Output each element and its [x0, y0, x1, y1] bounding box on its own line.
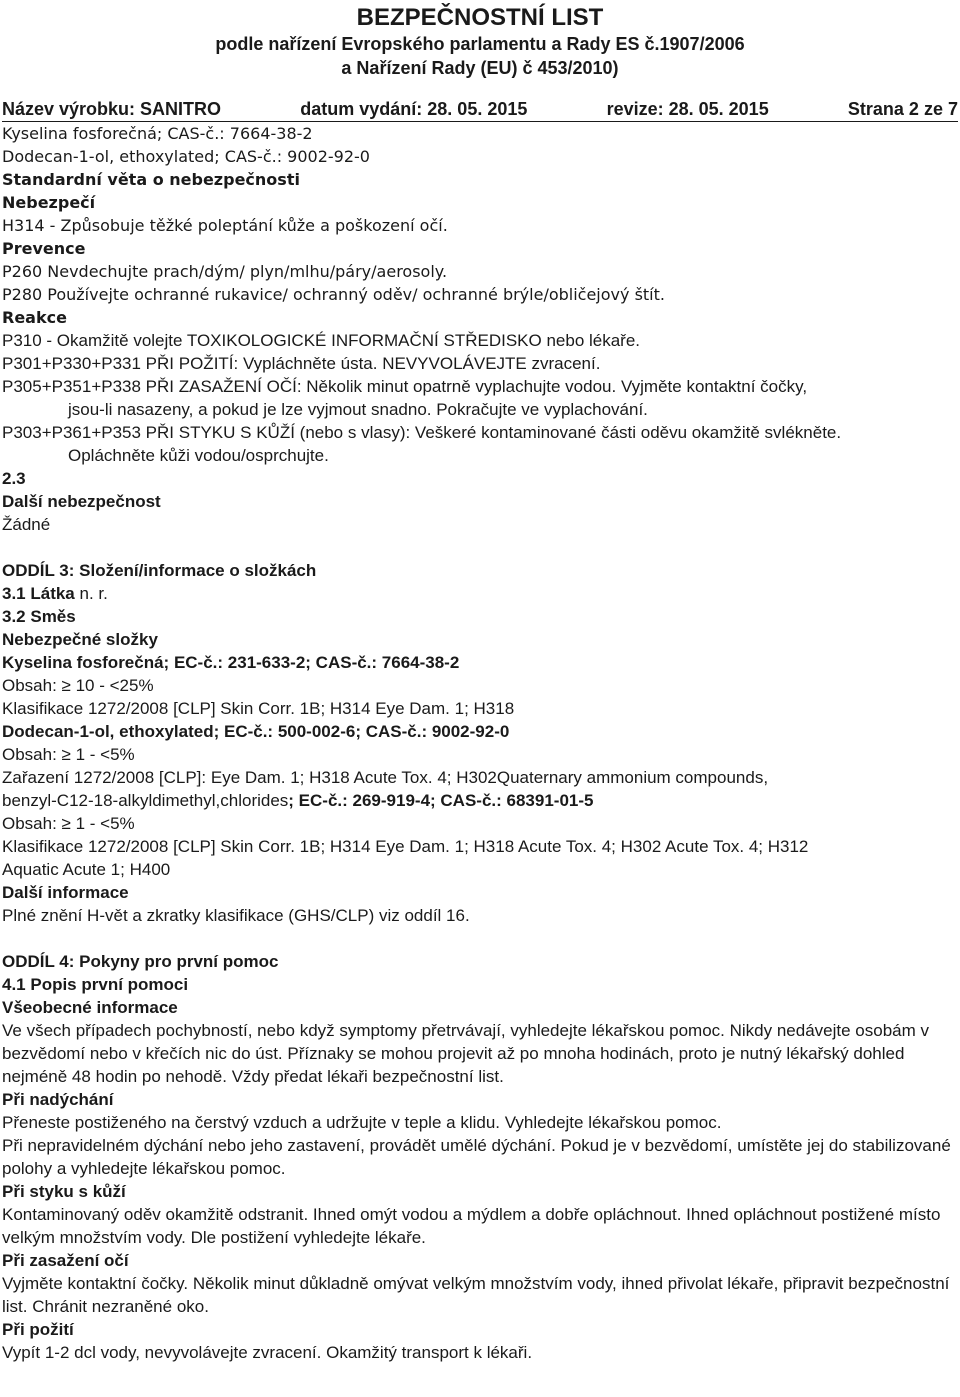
- first-aid-paragraph: Vypít 1-2 dcl vody, nevyvolávejte zvracení. Okamžitý transport k lékaři.: [2, 1343, 533, 1362]
- document-subtitle-regulation: podle nařízení Evropského parlamentu a Rady ES č.1907/2006: [215, 34, 745, 54]
- component-content: Obsah: ≥ 1 - <5%: [2, 745, 135, 764]
- spacer: [2, 927, 958, 950]
- document-header: [2, 98, 958, 122]
- spacer: [2, 536, 958, 559]
- first-aid-paragraph: Vyjměte kontaktní čočky. Několik minut důkladně omývat velkým množstvím vody, ihned přivolat lékaře, připravit bezpečnostní list. Chránit nezraněné oko.: [2, 1274, 950, 1316]
- precaution-statement: P280 Používejte ochranné rukavice/ ochranný oděv/ ochranné brýle/obličejový štít.: [2, 285, 665, 304]
- body-text: Žádné: [2, 515, 51, 534]
- component-identifier: ; EC-č.: 269-919-4; CAS-č.: 68391-01-5: [288, 791, 594, 810]
- subsection-heading: Při nadýchání: [2, 1090, 114, 1109]
- component-classification-continued: Aquatic Acute 1; H400: [2, 860, 171, 879]
- section-number: 2.3: [2, 469, 26, 488]
- component-classification: Zařazení 1272/2008 [CLP]: Eye Dam. 1; H318 Acute Tox. 4; H302Quaternary ammonium compounds,: [2, 768, 769, 787]
- precaution-statement-continued: jsou-li nasazeny, a pokud je lze vyjmout snadno. Pokračujte ve vyplachování.: [68, 400, 648, 419]
- component-identifier-line: [2, 789, 958, 812]
- subsection-heading: Nebezpečné složky: [2, 630, 158, 649]
- body-text: n. r.: [74, 584, 108, 603]
- issue-date: datum vydání: 28. 05. 2015: [300, 99, 528, 119]
- subsection-heading: 4.1 Popis první pomoci: [2, 975, 189, 994]
- substance-line: [2, 582, 958, 605]
- precaution-statement: P303+P361+P353 PŘI STYKU S KŮŽÍ (nebo s vlasy): Veškeré kontaminované části oděvu okamžitě svlékněte.: [2, 423, 842, 442]
- component-line: Dodecan-1-ol, ethoxylated; CAS-č.: 9002-92-0: [2, 147, 370, 166]
- signal-word: Nebezpečí: [2, 193, 96, 212]
- precaution-statement: P310 - Okamžitě volejte TOXIKOLOGICKÉ INFORMAČNÍ STŘEDISKO nebo lékaře.: [2, 331, 641, 350]
- precaution-statement: P305+P351+P338 PŘI ZASAŽENÍ OČÍ: Několik minut opatrně vyplachujte vodou. Vyjměte kontaktní čočky,: [2, 377, 808, 396]
- component-name: benzyl-C12-18-alkyldimethyl,chlorides: [2, 791, 289, 810]
- section-heading: ODDÍL 3: Složení/informace o složkách: [2, 561, 317, 580]
- product-name: Název výrobku: SANITRO: [2, 99, 222, 119]
- document-page: [2, 4, 958, 1364]
- body-text: Plné znění H-vět a zkratky klasifikace (GHS/CLP) viz oddíl 16.: [2, 906, 470, 925]
- first-aid-paragraph: Ve všech případech pochybností, nebo když symptomy přetrvávají, vyhledejte lékařskou pomoc. Nikdy nedávejte osobám v bezvědomí nebo v křečích nic do úst. Příznaky se mohou projevit až po mnoha hodinách, proto je nutný lékařský dohled nejméně 48 hodin po nehodě. Vždy předat lékaři bezpečnostní list.: [2, 1021, 929, 1086]
- document-subtitle-council: a Nařízení Rady (EU) č 453/2010): [341, 58, 619, 78]
- component-line: Kyselina fosforečná; CAS-č.: 7664-38-2: [2, 124, 313, 143]
- section-heading: Další nebezpečnost: [2, 492, 161, 511]
- first-aid-paragraph: Kontaminovaný oděv okamžitě odstranit. Ihned omýt vodou a mýdlem a dobře opláchnout. Ihned opláchnout postižené místo velkým množstvím vody. Dle postižení vyhledejte lékaře.: [2, 1205, 941, 1247]
- hazard-statement: H314 - Způsobuje těžké poleptání kůže a poškození očí.: [2, 216, 448, 235]
- section-heading: Reakce: [2, 308, 67, 327]
- component-content: Obsah: ≥ 10 - <25%: [2, 676, 154, 695]
- subsection-heading: Při požití: [2, 1320, 74, 1339]
- component-classification: Klasifikace 1272/2008 [CLP] Skin Corr. 1B; H314 Eye Dam. 1; H318 Acute Tox. 4; H302 Acute Tox. 4; H312: [2, 837, 809, 856]
- page-number: Strana 2 ze 7: [847, 99, 958, 119]
- subsection-heading: Všeobecné informace: [2, 998, 178, 1017]
- component-content: Obsah: ≥ 1 - <5%: [2, 814, 135, 833]
- section-heading: Standardní věta o nebezpečnosti: [2, 170, 300, 189]
- first-aid-paragraph: Při nepravidelném dýchání nebo jeho zastavení, provádět umělé dýchání. Pokud je v bezvědomí, umístěte jej do stabilizované polohy a vyhledejte lékařskou pomoc.: [2, 1136, 951, 1178]
- subsection-heading: Při styku s kůží: [2, 1182, 126, 1201]
- precaution-statement: P260 Nevdechujte prach/dým/ plyn/mlhu/páry/aerosoly.: [2, 262, 448, 281]
- component-identifier: Dodecan-1-ol, ethoxylated; EC-č.: 500-002-6; CAS-č.: 9002-92-0: [2, 722, 510, 741]
- component-identifier: Kyselina fosforečná; EC-č.: 231-633-2; CAS-č.: 7664-38-2: [2, 653, 460, 672]
- subsection-heading: 3.1 Látka: [2, 584, 75, 603]
- precaution-statement-continued: Opláchněte kůži vodou/osprchujte.: [68, 446, 329, 465]
- revision-date: revize: 28. 05. 2015: [606, 99, 769, 119]
- document-title: BEZPEČNOSTNÍ LIST: [356, 4, 604, 31]
- subsection-heading: Při zasažení očí: [2, 1251, 129, 1270]
- section-heading: Prevence: [2, 239, 86, 258]
- component-classification: Klasifikace 1272/2008 [CLP] Skin Corr. 1B; H314 Eye Dam. 1; H318: [2, 699, 515, 718]
- first-aid-paragraph: Přeneste postiženého na čerstvý vzduch a udržujte v teple a klidu. Vyhledejte lékařskou pomoc.: [2, 1113, 722, 1132]
- subsection-heading: 3.2 Směs: [2, 607, 76, 626]
- precaution-statement: P301+P330+P331 PŘI POŽITÍ: Vypláchněte ústa. NEVYVOLÁVEJTE zvracení.: [2, 354, 601, 373]
- section-heading: ODDÍL 4: Pokyny pro první pomoc: [2, 952, 279, 971]
- subsection-heading: Další informace: [2, 883, 129, 902]
